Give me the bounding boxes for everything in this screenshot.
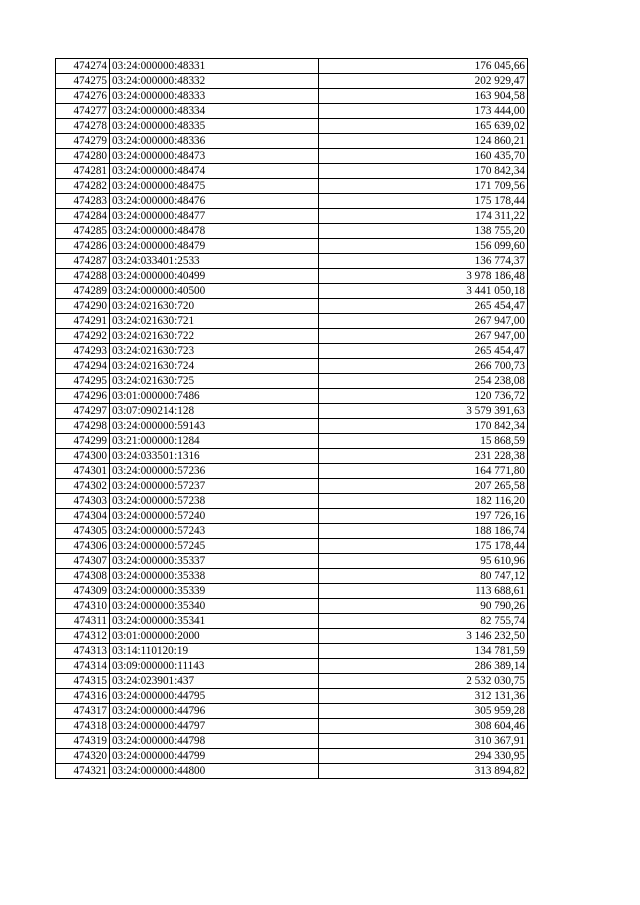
cadastral-number-cell: 03:24:021630:724 [110, 359, 319, 374]
cadastral-number-cell: 03:24:000000:48331 [110, 59, 319, 74]
value-cell: 82 755,74 [319, 614, 528, 629]
value-cell: 3 579 391,63 [319, 404, 528, 419]
cadastral-number-cell: 03:24:000000:48334 [110, 104, 319, 119]
value-cell: 312 131,36 [319, 689, 528, 704]
value-cell: 3 146 232,50 [319, 629, 528, 644]
row-id-cell: 474316 [56, 689, 110, 704]
cadastral-number-cell: 03:24:000000:59143 [110, 419, 319, 434]
table-row [56, 389, 528, 404]
table-row [56, 239, 528, 254]
table-row [56, 329, 528, 344]
table-row [56, 89, 528, 104]
row-id-cell: 474285 [56, 224, 110, 239]
row-id-cell: 474280 [56, 149, 110, 164]
value-cell: 176 045,66 [319, 59, 528, 74]
table-row [56, 554, 528, 569]
value-cell: 90 790,26 [319, 599, 528, 614]
row-id-cell: 474290 [56, 299, 110, 314]
table-row [56, 419, 528, 434]
row-id-cell: 474309 [56, 584, 110, 599]
value-cell: 265 454,47 [319, 344, 528, 359]
value-cell: 267 947,00 [319, 314, 528, 329]
value-cell: 15 868,59 [319, 434, 528, 449]
value-cell: 286 389,14 [319, 659, 528, 674]
row-id-cell: 474318 [56, 719, 110, 734]
table-row [56, 734, 528, 749]
row-id-cell: 474277 [56, 104, 110, 119]
table-row [56, 269, 528, 284]
cadastral-number-cell: 03:24:000000:40500 [110, 284, 319, 299]
value-cell: 136 774,37 [319, 254, 528, 269]
row-id-cell: 474279 [56, 134, 110, 149]
value-cell: 188 186,74 [319, 524, 528, 539]
row-id-cell: 474301 [56, 464, 110, 479]
table-row [56, 194, 528, 209]
table-row [56, 179, 528, 194]
table-row [56, 749, 528, 764]
cadastral-number-cell: 03:24:000000:57236 [110, 464, 319, 479]
cadastral-number-cell: 03:24:023901:437 [110, 674, 319, 689]
row-id-cell: 474319 [56, 734, 110, 749]
table-row [56, 299, 528, 314]
value-cell: 165 639,02 [319, 119, 528, 134]
value-cell: 173 444,00 [319, 104, 528, 119]
value-cell: 138 755,20 [319, 224, 528, 239]
cadastral-number-cell: 03:24:000000:35337 [110, 554, 319, 569]
table-row [56, 644, 528, 659]
cadastral-number-cell: 03:24:021630:725 [110, 374, 319, 389]
table-row [56, 689, 528, 704]
cadastral-number-cell: 03:24:000000:48336 [110, 134, 319, 149]
row-id-cell: 474295 [56, 374, 110, 389]
table-row [56, 209, 528, 224]
value-cell: 160 435,70 [319, 149, 528, 164]
cadastral-number-cell: 03:24:000000:48474 [110, 164, 319, 179]
row-id-cell: 474281 [56, 164, 110, 179]
cadastral-number-cell: 03:24:000000:48479 [110, 239, 319, 254]
row-id-cell: 474306 [56, 539, 110, 554]
row-id-cell: 474311 [56, 614, 110, 629]
cadastral-number-cell: 03:24:000000:57240 [110, 509, 319, 524]
value-cell: 310 367,91 [319, 734, 528, 749]
cadastral-number-cell: 03:07:090214:128 [110, 404, 319, 419]
cadastral-number-cell: 03:24:000000:35338 [110, 569, 319, 584]
cadastral-number-cell: 03:24:000000:44797 [110, 719, 319, 734]
cadastral-number-cell: 03:24:000000:48476 [110, 194, 319, 209]
cadastral-number-cell: 03:24:000000:48473 [110, 149, 319, 164]
cadastral-number-cell: 03:24:000000:48333 [110, 89, 319, 104]
row-id-cell: 474307 [56, 554, 110, 569]
value-cell: 124 860,21 [319, 134, 528, 149]
value-cell: 308 604,46 [319, 719, 528, 734]
table-row [56, 614, 528, 629]
row-id-cell: 474305 [56, 524, 110, 539]
table-row [56, 764, 528, 779]
row-id-cell: 474289 [56, 284, 110, 299]
row-id-cell: 474320 [56, 749, 110, 764]
table-row [56, 509, 528, 524]
row-id-cell: 474291 [56, 314, 110, 329]
cadastral-number-cell: 03:24:000000:57238 [110, 494, 319, 509]
value-cell: 182 116,20 [319, 494, 528, 509]
row-id-cell: 474292 [56, 329, 110, 344]
table-row [56, 449, 528, 464]
cadastral-number-cell: 03:24:000000:48335 [110, 119, 319, 134]
value-cell: 170 842,34 [319, 419, 528, 434]
table-row [56, 524, 528, 539]
row-id-cell: 474294 [56, 359, 110, 374]
row-id-cell: 474302 [56, 479, 110, 494]
row-id-cell: 474296 [56, 389, 110, 404]
row-id-cell: 474288 [56, 269, 110, 284]
cadastral-number-cell: 03:24:000000:35340 [110, 599, 319, 614]
value-cell: 254 238,08 [319, 374, 528, 389]
value-cell: 175 178,44 [319, 194, 528, 209]
cadastral-number-cell: 03:24:000000:44795 [110, 689, 319, 704]
table-row [56, 164, 528, 179]
row-id-cell: 474282 [56, 179, 110, 194]
row-id-cell: 474283 [56, 194, 110, 209]
table-row [56, 599, 528, 614]
table-row [56, 284, 528, 299]
value-cell: 156 099,60 [319, 239, 528, 254]
table-row [56, 359, 528, 374]
table-row [56, 404, 528, 419]
table-row [56, 224, 528, 239]
row-id-cell: 474298 [56, 419, 110, 434]
cadastral-number-cell: 03:24:000000:44799 [110, 749, 319, 764]
table-row [56, 479, 528, 494]
cadastral-number-cell: 03:24:000000:44798 [110, 734, 319, 749]
row-id-cell: 474312 [56, 629, 110, 644]
value-cell: 175 178,44 [319, 539, 528, 554]
value-cell: 231 228,38 [319, 449, 528, 464]
row-id-cell: 474310 [56, 599, 110, 614]
cadastral-number-cell: 03:24:033401:2533 [110, 254, 319, 269]
cadastral-number-cell: 03:01:000000:7486 [110, 389, 319, 404]
value-cell: 113 688,61 [319, 584, 528, 599]
table-row [56, 344, 528, 359]
table-row [56, 464, 528, 479]
cadastral-number-cell: 03:24:000000:44796 [110, 704, 319, 719]
table-row [56, 719, 528, 734]
table-row [56, 704, 528, 719]
table-row [56, 314, 528, 329]
cadastral-number-cell: 03:21:000000:1284 [110, 434, 319, 449]
cadastral-number-cell: 03:24:000000:57243 [110, 524, 319, 539]
value-cell: 197 726,16 [319, 509, 528, 524]
cadastral-number-cell: 03:24:021630:722 [110, 329, 319, 344]
value-cell: 171 709,56 [319, 179, 528, 194]
value-cell: 95 610,96 [319, 554, 528, 569]
table-body [56, 59, 528, 779]
row-id-cell: 474293 [56, 344, 110, 359]
value-cell: 305 959,28 [319, 704, 528, 719]
table-row [56, 584, 528, 599]
table-row [56, 539, 528, 554]
row-id-cell: 474297 [56, 404, 110, 419]
table-row [56, 104, 528, 119]
row-id-cell: 474286 [56, 239, 110, 254]
row-id-cell: 474317 [56, 704, 110, 719]
cadastral-number-cell: 03:24:000000:44800 [110, 764, 319, 779]
value-cell: 164 771,80 [319, 464, 528, 479]
row-id-cell: 474304 [56, 509, 110, 524]
value-cell: 267 947,00 [319, 329, 528, 344]
cadastral-number-cell: 03:24:000000:40499 [110, 269, 319, 284]
table-row [56, 494, 528, 509]
value-cell: 265 454,47 [319, 299, 528, 314]
row-id-cell: 474315 [56, 674, 110, 689]
value-cell: 3 978 186,48 [319, 269, 528, 284]
row-id-cell: 474313 [56, 644, 110, 659]
cadastral-number-cell: 03:24:000000:57245 [110, 539, 319, 554]
value-cell: 163 904,58 [319, 89, 528, 104]
row-id-cell: 474299 [56, 434, 110, 449]
cadastral-number-cell: 03:24:000000:48477 [110, 209, 319, 224]
value-cell: 202 929,47 [319, 74, 528, 89]
table-row [56, 434, 528, 449]
value-cell: 170 842,34 [319, 164, 528, 179]
table-row [56, 74, 528, 89]
value-cell: 134 781,59 [319, 644, 528, 659]
value-cell: 266 700,73 [319, 359, 528, 374]
table-row [56, 149, 528, 164]
cadastral-number-cell: 03:09:000000:11143 [110, 659, 319, 674]
value-cell: 3 441 050,18 [319, 284, 528, 299]
value-cell: 2 532 030,75 [319, 674, 528, 689]
table-row [56, 254, 528, 269]
table-row [56, 569, 528, 584]
cadastral-number-cell: 03:24:033501:1316 [110, 449, 319, 464]
table-row [56, 629, 528, 644]
cadastral-number-cell: 03:14:110120:19 [110, 644, 319, 659]
table-row [56, 59, 528, 74]
row-id-cell: 474321 [56, 764, 110, 779]
row-id-cell: 474314 [56, 659, 110, 674]
cadastral-number-cell: 03:24:021630:720 [110, 299, 319, 314]
cadastral-number-cell: 03:24:000000:48332 [110, 74, 319, 89]
cadastral-number-cell: 03:24:021630:723 [110, 344, 319, 359]
row-id-cell: 474278 [56, 119, 110, 134]
value-cell: 174 311,22 [319, 209, 528, 224]
table-row [56, 674, 528, 689]
cadastral-number-cell: 03:24:000000:35339 [110, 584, 319, 599]
value-cell: 207 265,58 [319, 479, 528, 494]
cadastral-value-table [55, 58, 528, 779]
cadastral-number-cell: 03:24:000000:35341 [110, 614, 319, 629]
cadastral-number-cell: 03:24:000000:57237 [110, 479, 319, 494]
cadastral-number-cell: 03:24:021630:721 [110, 314, 319, 329]
table-row [56, 134, 528, 149]
row-id-cell: 474284 [56, 209, 110, 224]
table-row [56, 659, 528, 674]
row-id-cell: 474303 [56, 494, 110, 509]
value-cell: 294 330,95 [319, 749, 528, 764]
row-id-cell: 474275 [56, 74, 110, 89]
row-id-cell: 474274 [56, 59, 110, 74]
row-id-cell: 474308 [56, 569, 110, 584]
value-cell: 120 736,72 [319, 389, 528, 404]
row-id-cell: 474276 [56, 89, 110, 104]
cadastral-number-cell: 03:01:000000:2000 [110, 629, 319, 644]
cadastral-number-cell: 03:24:000000:48478 [110, 224, 319, 239]
value-cell: 313 894,82 [319, 764, 528, 779]
table-row [56, 119, 528, 134]
cadastral-number-cell: 03:24:000000:48475 [110, 179, 319, 194]
row-id-cell: 474287 [56, 254, 110, 269]
table-row [56, 374, 528, 389]
value-cell: 80 747,12 [319, 569, 528, 584]
row-id-cell: 474300 [56, 449, 110, 464]
